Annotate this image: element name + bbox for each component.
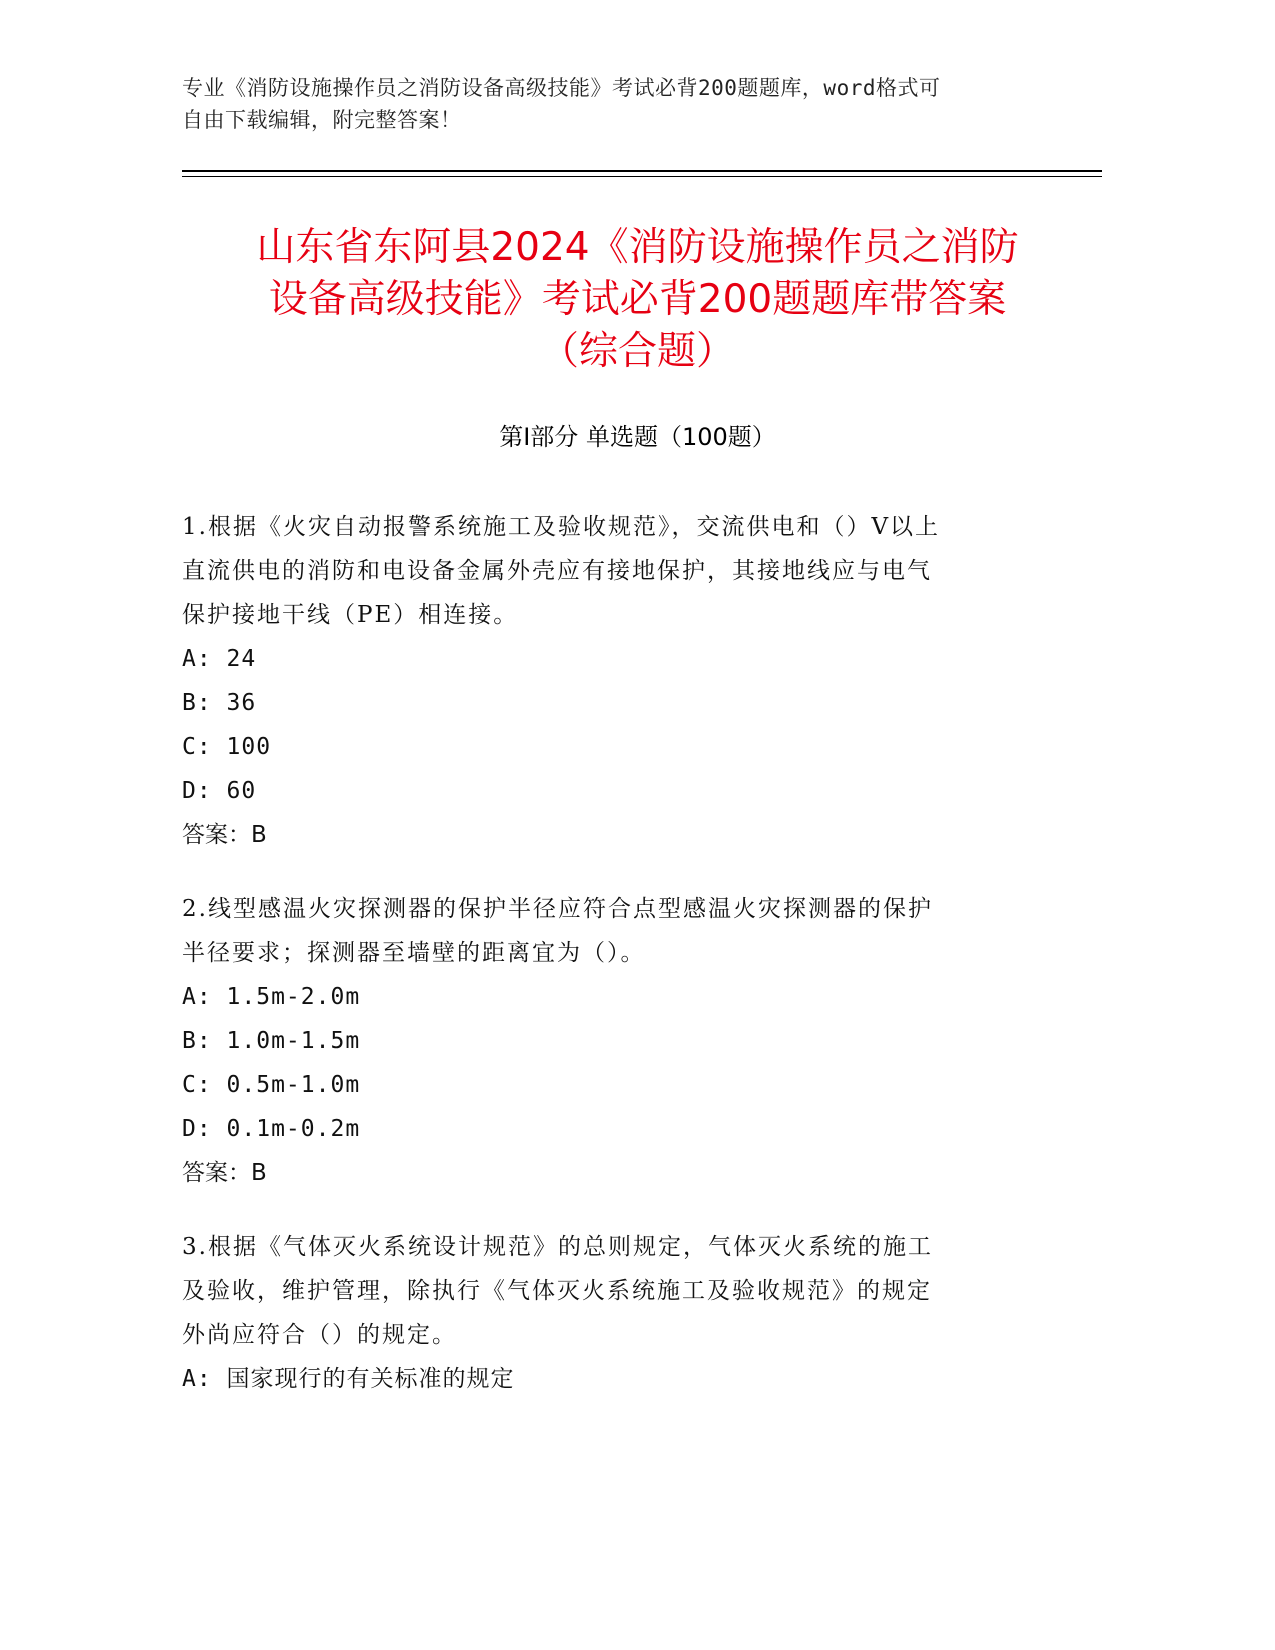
header-note-line-2: 自由下载编辑，附完整答案！ [182, 108, 462, 132]
document-title-line-3: （综合题） [539, 329, 735, 374]
section-title: 第I部分 单选题（100题） [499, 423, 776, 451]
question-3 [182, 1225, 1062, 1401]
option-d: D: 0.1m-0.2m [182, 1116, 361, 1142]
option-a: A: 24 [182, 646, 257, 672]
question-list [182, 505, 1062, 1431]
header-note [182, 72, 1052, 136]
question-stem: 直流供电的消防和电设备金属外壳应有接地保护，其接地线应与电气 [182, 558, 932, 584]
document-title-line-2: 设备高级技能》考试必背200题题库带答案 [268, 277, 1007, 322]
option-a: A: 国家现行的有关标准的规定 [182, 1366, 515, 1392]
question-stem: 及验收，维护管理，除执行《气体灭火系统施工及验收规范》的规定 [182, 1278, 932, 1304]
question-stem: 外尚应符合（）的规定。 [182, 1322, 457, 1348]
document-title [150, 222, 1125, 378]
question-2 [182, 887, 1062, 1195]
option-b: B: 36 [182, 690, 257, 716]
option-c: C: 100 [182, 734, 272, 760]
option-a: A: 1.5m-2.0m [182, 984, 361, 1010]
header-divider-thick [182, 170, 1102, 172]
question-stem: 保护接地干线（PE）相连接。 [182, 602, 519, 628]
question-stem: 3.根据《气体灭火系统设计规范》的总则规定，气体灭火系统的施工 [182, 1234, 933, 1260]
question-stem: 半径要求；探测器至墙壁的距离宜为（）。 [182, 940, 646, 966]
answer: 答案：B [182, 1160, 267, 1186]
header-divider-thin [182, 176, 1102, 177]
option-d: D: 60 [182, 778, 257, 804]
answer: 答案：B [182, 822, 267, 848]
document-title-line-1: 山东省东阿县2024《消防设施操作员之消防 [256, 225, 1019, 270]
question-stem: 1.根据《火灾自动报警系统施工及验收规范》，交流供电和（）V以上 [182, 514, 941, 540]
header-note-line-1: 专业《消防设施操作员之消防设备高级技能》考试必背200题题库，word格式可 [182, 76, 941, 100]
option-b: B: 1.0m-1.5m [182, 1028, 361, 1054]
question-stem: 2.线型感温火灾探测器的保护半径应符合点型感温火灾探测器的保护 [182, 896, 933, 922]
question-1 [182, 505, 1062, 857]
option-c: C: 0.5m-1.0m [182, 1072, 361, 1098]
